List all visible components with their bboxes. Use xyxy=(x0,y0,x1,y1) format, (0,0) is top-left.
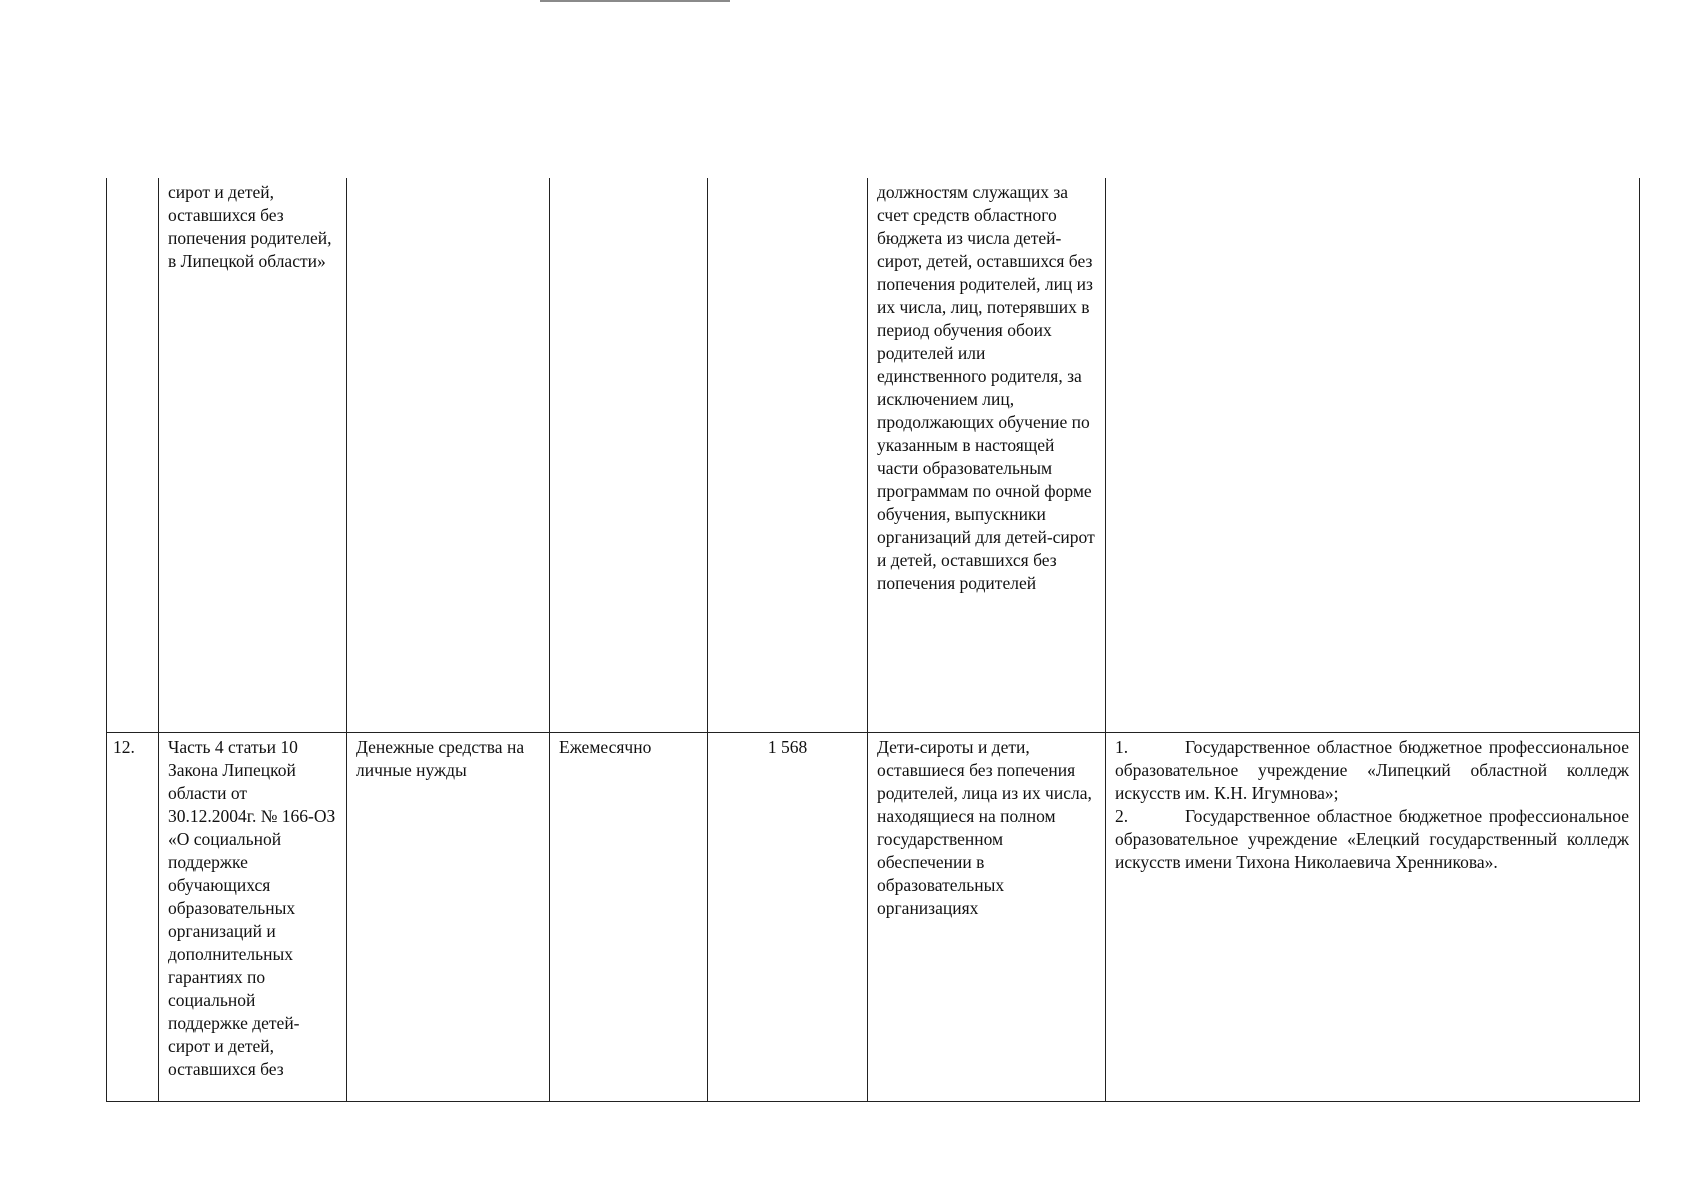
row-number-cell xyxy=(107,178,159,733)
amount-cell xyxy=(708,178,868,733)
recipients-cell: Дети-сироты и дети, оставшиеся без попечения родителей, лица из их числа, находящиеся на полном государственном обеспечении в образовательных организациях xyxy=(868,733,1106,1102)
benefits-table xyxy=(106,178,1640,1102)
institution-item xyxy=(1115,805,1629,874)
amount-cell: 1 568 xyxy=(708,733,868,1102)
institution-text: Государственное областное бюджетное профессиональное образовательное учреждение «Липецкий областной колледж искусств им. К.Н. Игумнова»; xyxy=(1115,737,1629,803)
institution-number: 1. xyxy=(1115,737,1129,757)
institution-number: 2. xyxy=(1115,806,1129,826)
law-reference-cell: сирот и детей, оставшихся без попечения родителей, в Липецкой области» xyxy=(159,178,347,733)
frequency-cell xyxy=(550,178,708,733)
payment-type-cell xyxy=(347,178,550,733)
recipients-cell: должностям служащих за счет средств областного бюджета из числа детей-сирот, детей, оставшихся без попечения родителей, лиц из их числа, лиц, потерявших в период обучения обоих родителей или единственного родителя, за исключением лиц, продолжающих обучение по указанным в настоящей части образовательным программам по очной форме обучения, выпускники организаций для детей-сирот и детей, оставшихся без попечения родителей xyxy=(868,178,1106,733)
row-number-cell: 12. xyxy=(107,733,159,1102)
institution-item xyxy=(1115,736,1629,805)
payment-type-cell: Денежные средства на личные нужды xyxy=(347,733,550,1102)
institutions-cell xyxy=(1106,733,1640,1102)
scan-artifact xyxy=(540,0,730,2)
frequency-cell: Ежемесячно xyxy=(550,733,708,1102)
institution-text: Государственное областное бюджетное профессиональное образовательное учреждение «Елецкий государственный колледж искусств имени Тихона Николаевича Хренникова». xyxy=(1115,806,1629,872)
table-row-continuation xyxy=(107,178,1640,733)
institutions-cell xyxy=(1106,178,1640,733)
law-reference-cell: Часть 4 статьи 10 Закона Липецкой области от 30.12.2004г. № 166-ОЗ «О социальной поддержке обучающихся образовательных организаций и дополнительных гарантиях по социальной поддержке детей-сирот и детей, оставшихся без xyxy=(159,733,347,1102)
table-row-12 xyxy=(107,733,1640,1102)
